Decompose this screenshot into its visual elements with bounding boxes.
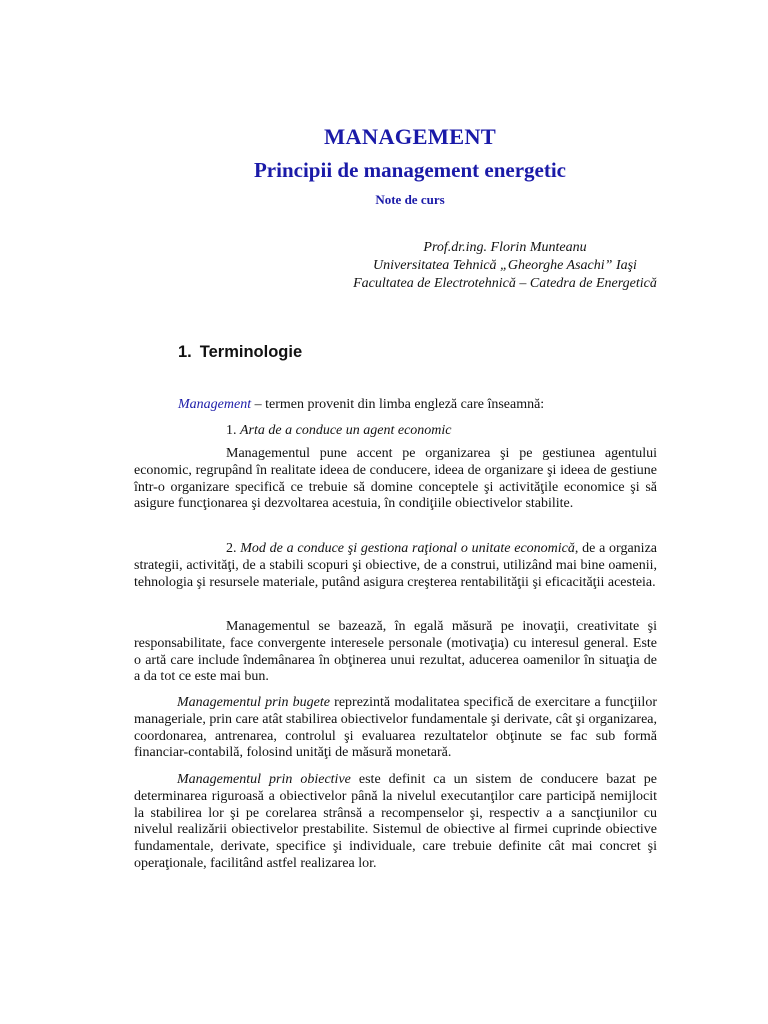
paragraph-4-rest: reprezintă modalitatea specifică de exercitare a funcţiilor manageriale, prin care atât stabilirea obiectivelor fundamentale şi derivate, cât şi organizarea, coordonarea, antrenarea, controlul şi evaluarea rezultatelor obţinute se fac sub formă financiar-contabilă, folosind unităţi de măsură monetară. bbox=[134, 695, 657, 761]
paragraph-3-text: Managementul se bazează, în egală măsură pe inovaţii, creativitate şi responsabilitate, face convergente interesele personale (motivaţia) cu interesul general. Este o artă care include îndemânarea în obţinerea unui rezultat, aducerea oamenilor în situaţia de a da tot ce este mai bun. bbox=[134, 619, 657, 685]
item1-number: 1. bbox=[226, 423, 240, 438]
document-subtitle: Principii de management energetic bbox=[253, 158, 566, 182]
definition-item-1 bbox=[226, 423, 452, 439]
paragraph-5 bbox=[134, 772, 657, 873]
intro-term: Management bbox=[178, 397, 252, 412]
section-title: Terminologie bbox=[199, 343, 303, 361]
paragraph-5-rest: este definit ca un sistem de conducere bazat pe determinarea riguroasă a obiectivelor până la nivelul executanţilor care participă nemijlocit la stabilirea lor şi pe corelarea strânsă a recompenselor şi, respectiv a a sancţiunilor cu nivelul realizării obiectivelor prestabilite. Sistemul de obiective al firmei cuprinde obiective fundamentale, derivate, specifice şi individuale, care trebuie definite cât mai concret şi operaţionale, facilitând astfel realizarea lor. bbox=[134, 772, 657, 871]
intro-line bbox=[178, 397, 544, 413]
paragraph-2-italic: Mod de a conduce şi gestiona raţional o unitate economică bbox=[240, 541, 575, 556]
paragraph-1 bbox=[134, 446, 657, 513]
item1-text: Arta de a conduce un agent economic bbox=[240, 423, 452, 438]
author-faculty: Facultatea de Electrotehnică – Catedra de Energetică bbox=[353, 276, 657, 291]
paragraph-1-text: Managementul pune accent pe organizarea şi pe gestiunea agentului economic, regrupând în realitate ideea de conducere, ideea de organizare şi ideea de gestiune într-o organizare specifică ce trebuie să domine conceptele şi activităţile economice şi să asigure funcţionarea şi dezvoltarea acestuia, în condiţiile obiectivelor stabilite. bbox=[134, 446, 657, 512]
paragraph-4-italic: Managementul prin bugete bbox=[177, 695, 330, 710]
paragraph-2-rest: , de a organiza strategii, activităţi, de a stabili scopuri şi obiective, de a construi, utilizând mai bine oamenii, tehnologia şi resursele materiale, putând asigura creşterea rentabilităţii şi eficacităţii acesteia. bbox=[134, 541, 657, 590]
author-block bbox=[330, 239, 680, 293]
author-name: Prof.dr.ing. Florin Munteanu bbox=[423, 240, 587, 255]
paragraph-4 bbox=[134, 695, 657, 762]
paragraph-3 bbox=[134, 619, 657, 686]
paragraph-2 bbox=[134, 541, 657, 591]
section-number: 1. bbox=[178, 343, 192, 361]
document-title: MANAGEMENT bbox=[324, 124, 496, 149]
author-university: Universitatea Tehnică „Gheorghe Asachi” Iaşi bbox=[373, 258, 637, 273]
document-note: Note de curs bbox=[375, 192, 445, 207]
intro-rest: – termen provenit din limba engleză care înseamnă: bbox=[251, 397, 545, 412]
section-heading bbox=[178, 343, 302, 362]
paragraph-2-lead: 2. bbox=[226, 541, 241, 556]
paragraph-5-italic: Managementul prin obiective bbox=[177, 772, 351, 787]
